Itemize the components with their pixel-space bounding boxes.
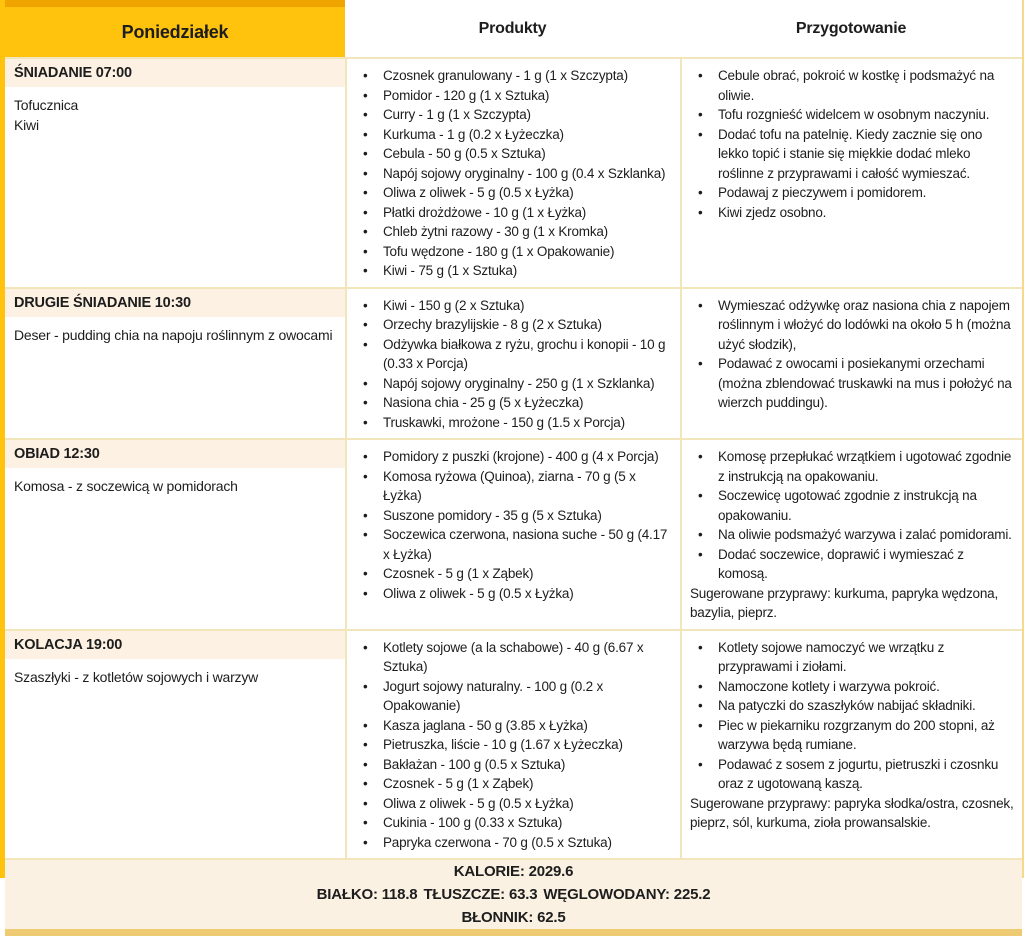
preparation-cell xyxy=(680,440,1022,629)
meal-description xyxy=(5,659,345,693)
products-list xyxy=(353,296,672,433)
day-header xyxy=(5,0,345,57)
summary-pair xyxy=(543,886,710,903)
products-cell xyxy=(345,59,680,287)
product-item: • Suszone pomidory - 35 g (5 x Sztuka) xyxy=(353,506,672,526)
preparation-step: • Dodać soczewice, doprawić i wymieszać z komosą. xyxy=(688,545,1014,584)
summary-label: TŁUSZCZE: xyxy=(423,886,505,903)
meal-description-line: Komosa - z soczewicą w pomidorach xyxy=(14,478,238,494)
product-item: • Kiwi - 150 g (2 x Sztuka) xyxy=(353,296,672,316)
meal-title: ŚNIADANIE 07:00 xyxy=(5,59,345,87)
preparation-step: • Na patyczki do szaszłyków nabijać składniki. xyxy=(688,696,1014,716)
meal-title: DRUGIE ŚNIADANIE 10:30 xyxy=(5,289,345,317)
summary-pair xyxy=(461,909,565,926)
preparation-step: • Na oliwie podsmażyć warzywa i zalać pomidorami. xyxy=(688,525,1014,545)
meal-cell xyxy=(5,631,345,859)
nutrition-summary xyxy=(5,858,1022,936)
preparation-step: • Cebule obrać, pokroić w kostkę i podsmażyć na oliwie. xyxy=(688,66,1014,105)
preparation-step: • Kotlety sojowe namoczyć we wrzątku z przyprawami i ziołami. xyxy=(688,638,1014,677)
meal-title: KOLACJA 19:00 xyxy=(5,631,345,659)
product-item: • Jogurt sojowy naturalny. - 100 g (0.2 x Opakowanie) xyxy=(353,677,672,716)
preparation-list xyxy=(688,296,1014,413)
products-list xyxy=(353,66,672,281)
preparation-step: • Wymieszać odżywkę oraz nasiona chia z napojem roślinnym i włożyć do lodówki na około 5 h (można użyć słodzik), xyxy=(688,296,1014,355)
suggested-spices-note: Sugerowane przyprawy: kurkuma, papryka wędzona, bazylia, pieprz. xyxy=(690,585,999,620)
products-cell xyxy=(345,631,680,859)
meal-cell xyxy=(5,289,345,439)
product-item: • Chleb żytni razowy - 30 g (1 x Kromka) xyxy=(353,222,672,242)
summary-value: 63.3 xyxy=(508,886,538,903)
product-item: • Oliwa z oliwek - 5 g (0.5 x Łyżka) xyxy=(353,794,672,814)
product-item: • Czosnek granulowany - 1 g (1 x Szczypta) xyxy=(353,66,672,86)
preparation-step: • Piec w piekarniku rozgrzanym do 200 stopni, aż warzywa będą rumiane. xyxy=(688,716,1014,755)
preparation-step: • Tofu rozgnieść widelcem w osobnym naczyniu. xyxy=(688,105,1014,125)
meal-title: OBIAD 12:30 xyxy=(5,440,345,468)
product-item: • Cebula - 50 g (0.5 x Sztuka) xyxy=(353,144,672,164)
product-item: • Napój sojowy oryginalny - 100 g (0.4 x Szklanka) xyxy=(353,164,672,184)
summary-pair xyxy=(454,863,574,880)
preparation-step: • Podawać z owocami i posiekanymi orzechami (można zblendować truskawki na mus i położyć na wierzch puddingu). xyxy=(688,354,1014,413)
preparation-list xyxy=(688,447,1014,584)
meal-description-line: Kiwi xyxy=(14,117,39,133)
product-item: • Czosnek - 5 g (1 x Ząbek) xyxy=(353,774,672,794)
product-item: • Kurkuma - 1 g (0.2 x Łyżeczka) xyxy=(353,125,672,145)
summary-pair xyxy=(423,886,537,903)
summary-label: BIAŁKO: xyxy=(316,886,378,903)
products-list xyxy=(353,638,672,853)
product-item: • Soczewica czerwona, nasiona suche - 50 g (4.17 x Łyżka) xyxy=(353,525,672,564)
product-item: • Tofu wędzone - 180 g (1 x Opakowanie) xyxy=(353,242,672,262)
product-item: • Kasza jaglana - 50 g (3.85 x Łyżka) xyxy=(353,716,672,736)
product-item: • Oliwa z oliwek - 5 g (0.5 x Łyżka) xyxy=(353,584,672,604)
preparation-step: • Kiwi zjedz osobno. xyxy=(688,203,1014,223)
preparation-list xyxy=(688,66,1014,222)
products-cell xyxy=(345,440,680,629)
product-item: • Orzechy brazylijskie - 8 g (2 x Sztuka) xyxy=(353,315,672,335)
product-item: • Czosnek - 5 g (1 x Ząbek) xyxy=(353,564,672,584)
summary-label: WĘGLOWODANY: xyxy=(543,886,670,903)
preparation-step: • Podawać z sosem z jogurtu, pietruszki i czosnku oraz z ugotowaną kaszą. xyxy=(688,755,1014,794)
preparation-list xyxy=(688,638,1014,794)
preparation-step: • Komosę przepłukać wrzątkiem i ugotować zgodnie z instrukcją na opakowaniu. xyxy=(688,447,1014,486)
meal-description xyxy=(5,87,345,141)
table-header-row xyxy=(5,0,1022,57)
preparation-cell xyxy=(680,59,1022,287)
meal-row xyxy=(5,57,1022,287)
summary-value: 225.2 xyxy=(673,886,711,903)
suggested-spices-note: Sugerowane przyprawy: papryka słodka/ostra, czosnek, pieprz, sól, kurkuma, zioła prowansalskie. xyxy=(690,795,1014,830)
product-item: • Kiwi - 75 g (1 x Sztuka) xyxy=(353,261,672,281)
preparation-step: • Namoczone kotlety i warzywa pokroić. xyxy=(688,677,1014,697)
summary-label: KALORIE: xyxy=(453,863,525,880)
day-header-label: Poniedziałek xyxy=(121,21,229,42)
product-item: • Pomidory z puszki (krojone) - 400 g (4 x Porcja) xyxy=(353,447,672,467)
product-item: • Odżywka białkowa z ryżu, grochu i konopii - 10 g (0.33 x Porcja) xyxy=(353,335,672,374)
products-column-header: Produkty xyxy=(345,0,680,57)
meal-description-line: Deser - pudding chia na napoju roślinnym z owocami xyxy=(14,326,333,343)
summary-label: BŁONNIK: xyxy=(461,909,534,926)
meal-row xyxy=(5,438,1022,629)
summary-line xyxy=(451,860,577,883)
product-item: • Cukinia - 100 g (0.33 x Sztuka) xyxy=(353,813,672,833)
meal-rows xyxy=(5,57,1022,858)
meal-description-line: Tofucznica xyxy=(14,97,79,113)
preparation-cell xyxy=(680,631,1022,859)
preparation-cell xyxy=(680,289,1022,439)
summary-value: 2029.6 xyxy=(528,863,574,880)
summary-line xyxy=(458,906,568,929)
product-item: • Płatki drożdżowe - 10 g (1 x Łyżka) xyxy=(353,203,672,223)
product-item: • Bakłażan - 100 g (0.5 x Sztuka) xyxy=(353,755,672,775)
product-item: • Napój sojowy oryginalny - 250 g (1 x Szklanka) xyxy=(353,374,672,394)
summary-line xyxy=(314,883,714,906)
summary-value: 62.5 xyxy=(537,909,566,926)
product-item: • Komosa ryżowa (Quinoa), ziarna - 70 g (5 x Łyżka) xyxy=(353,467,672,506)
product-item: • Kotlety sojowe (a la schabowe) - 40 g (6.67 x Sztuka) xyxy=(353,638,672,677)
meal-description-line: Szaszłyki - z kotletów sojowych i warzyw xyxy=(14,668,259,685)
meal-cell xyxy=(5,59,345,287)
preparation-step: • Soczewicę ugotować zgodnie z instrukcją na opakowaniu. xyxy=(688,486,1014,525)
meal-description xyxy=(5,317,345,351)
summary-pair xyxy=(317,886,418,903)
product-item: • Oliwa z oliwek - 5 g (0.5 x Łyżka) xyxy=(353,183,672,203)
products-list xyxy=(353,447,672,603)
product-item: • Pietruszka, liście - 10 g (1.67 x Łyżeczka) xyxy=(353,735,672,755)
meal-cell xyxy=(5,440,345,629)
product-item: • Curry - 1 g (1 x Szczypta) xyxy=(353,105,672,125)
meal-description xyxy=(5,468,345,502)
meal-row xyxy=(5,287,1022,439)
product-item: • Nasiona chia - 25 g (5 x Łyżeczka) xyxy=(353,393,672,413)
product-item: • Pomidor - 120 g (1 x Sztuka) xyxy=(353,86,672,106)
preparation-step: • Podawaj z pieczywem i pomidorem. xyxy=(688,183,1014,203)
meal-row xyxy=(5,629,1022,859)
products-cell xyxy=(345,289,680,439)
product-item: • Papryka czerwona - 70 g (0.5 x Sztuka) xyxy=(353,833,672,853)
summary-value: 118.8 xyxy=(381,886,418,903)
preparation-step: • Dodać tofu na patelnię. Kiedy zacznie się ono lekko topić i stanie się miękkie dodać mleko roślinne z przyprawami i całość wymieszać. xyxy=(688,125,1014,184)
product-item: • Truskawki, mrożone - 150 g (1.5 x Porcja) xyxy=(353,413,672,433)
preparation-column-header: Przygotowanie xyxy=(680,0,1022,57)
